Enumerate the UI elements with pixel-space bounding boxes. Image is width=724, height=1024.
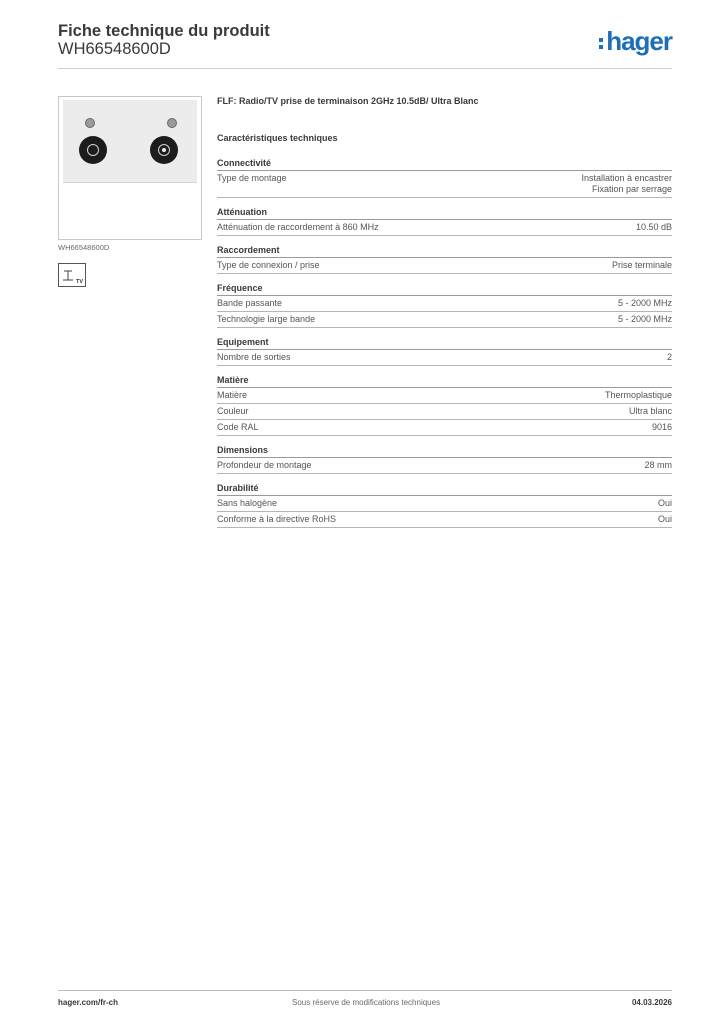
spec-value	[658, 498, 672, 509]
spec-value-line: 5 - 2000 MHz	[617, 314, 672, 324]
section-title: Fréquence	[217, 283, 672, 296]
spec-section	[217, 245, 672, 274]
spec-label: Atténuation de raccordement à 860 MHz	[217, 222, 379, 232]
spec-label: Type de connexion / prise	[217, 260, 320, 270]
spec-value	[618, 298, 672, 309]
spec-value	[652, 422, 672, 433]
spec-value	[667, 352, 672, 363]
spec-label: Sans halogène	[217, 498, 278, 508]
spec-row	[217, 312, 672, 328]
spec-row	[217, 258, 672, 274]
section-title: Connectivité	[217, 158, 672, 171]
spec-value-line: Prise terminale	[611, 260, 672, 270]
section-title: Matière	[217, 375, 672, 388]
spec-row	[217, 220, 672, 236]
symbol-label: TV	[75, 279, 83, 285]
spec-sections	[217, 158, 672, 528]
section-title: Equipement	[217, 337, 672, 350]
spec-row	[217, 420, 672, 436]
spec-section	[217, 283, 672, 328]
spec-value-line: 9016	[651, 422, 672, 432]
spec-value	[636, 222, 672, 233]
spec-row	[217, 458, 672, 474]
spec-section	[217, 445, 672, 474]
logo-text: hager	[606, 26, 672, 56]
page-title: Fiche technique du produit	[58, 22, 270, 40]
footer-disclaimer: Sous réserve de modifications techniques	[292, 998, 441, 1007]
spec-value	[612, 260, 672, 271]
socket-plate-image	[63, 100, 197, 183]
product-description: FLF: Radio/TV prise de terminaison 2GHz 10.5dB/ Ultra Blanc	[217, 96, 479, 106]
spec-value-line: Installation à encastrer	[581, 173, 672, 183]
footer-website: hager.com/fr-ch	[58, 998, 119, 1007]
spec-value	[618, 314, 672, 325]
spec-label: Code RAL	[217, 422, 259, 432]
spec-value-line: 10.50 dB	[635, 222, 672, 232]
spec-row	[217, 404, 672, 420]
coax-socket-radio-icon	[79, 136, 107, 164]
coax-socket-tv-icon	[150, 136, 178, 164]
spec-section	[217, 158, 672, 198]
spec-section	[217, 375, 672, 436]
spec-value-line: Thermoplastique	[604, 390, 672, 400]
spec-row	[217, 512, 672, 528]
spec-row	[217, 388, 672, 404]
spec-value	[629, 406, 672, 417]
product-code: WH66548600D	[58, 40, 171, 58]
spec-value-line: 28 mm	[644, 460, 672, 470]
spec-label: Couleur	[217, 406, 249, 416]
spec-label: Profondeur de montage	[217, 460, 312, 470]
spec-section	[217, 337, 672, 366]
spec-value	[658, 514, 672, 525]
footer-date: 04.03.2026	[631, 998, 672, 1007]
section-title: Durabilité	[217, 483, 672, 496]
spec-content	[217, 96, 672, 537]
spec-section	[217, 483, 672, 528]
logo-dots-icon	[599, 35, 604, 52]
section-title: Atténuation	[217, 207, 672, 220]
spec-row	[217, 496, 672, 512]
spec-label: Technologie large bande	[217, 314, 316, 324]
spec-row	[217, 296, 672, 312]
section-title: Raccordement	[217, 245, 672, 258]
spec-section	[217, 207, 672, 236]
spec-value-line: Oui	[657, 498, 672, 508]
spec-label: Bande passante	[217, 298, 283, 308]
spec-label: Nombre de sorties	[217, 352, 291, 362]
spec-value-line: Fixation par serrage	[591, 184, 672, 194]
screw-icon	[167, 118, 177, 128]
header-divider	[58, 68, 672, 69]
spec-label: Matière	[217, 390, 248, 400]
hager-logo	[599, 26, 672, 57]
spec-row	[217, 350, 672, 366]
footer-divider	[58, 990, 672, 991]
spec-value	[644, 460, 672, 471]
spec-value	[605, 390, 672, 401]
product-image	[58, 96, 202, 240]
antenna-tv-symbol-icon	[58, 263, 86, 287]
spec-value-line: 5 - 2000 MHz	[617, 298, 672, 308]
spec-row	[217, 171, 672, 198]
spec-value-line: Oui	[657, 514, 672, 524]
tech-heading: Caractéristiques techniques	[217, 133, 338, 143]
spec-value-line: Ultra blanc	[628, 406, 672, 416]
section-title: Dimensions	[217, 445, 672, 458]
image-caption: WH66548600D	[58, 243, 110, 252]
spec-value-line: 2	[666, 352, 672, 362]
screw-icon	[85, 118, 95, 128]
spec-value	[581, 173, 672, 195]
spec-label: Type de montage	[217, 173, 287, 183]
spec-label: Conforme à la directive RoHS	[217, 514, 337, 524]
